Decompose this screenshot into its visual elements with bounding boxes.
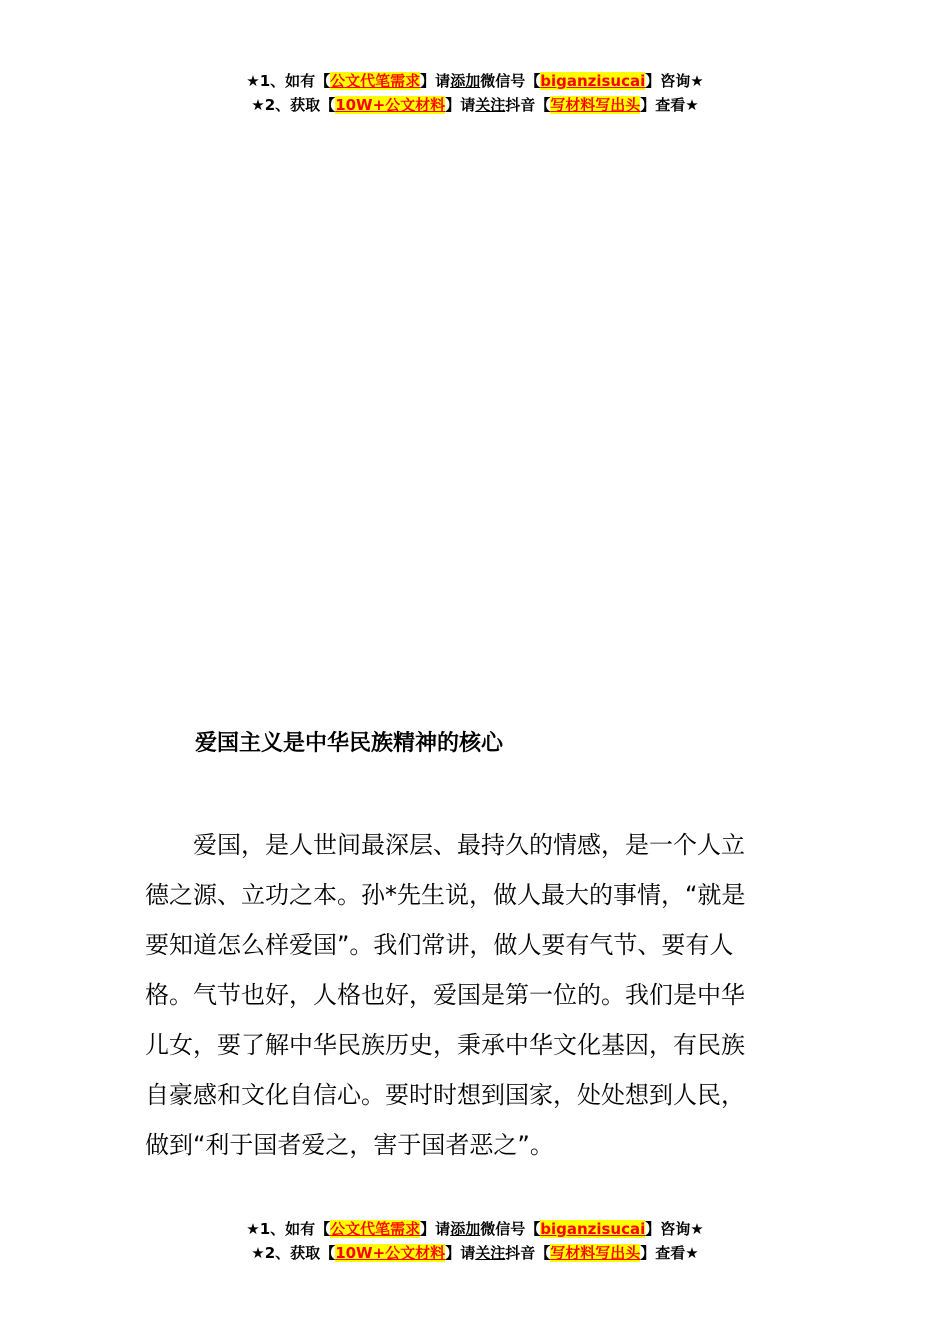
promo-line-1: ★1、如有【公文代笔需求】请添加微信号【biganzisucai】咨询★ — [246, 72, 704, 90]
promo-line-2: ★2、获取【10W+公文材料】请关注抖音【写材料写出头】查看★ — [251, 96, 699, 114]
paragraph-line: 做到“利于国者爱之，害于国者恶之”。 — [145, 1131, 554, 1159]
paragraph-line: 儿女，要了解中华民族历史，秉承中华文化基因，有民族 — [145, 1031, 745, 1059]
paragraph-line: 爱国，是人世间最深层、最持久的情感，是一个人立 — [145, 831, 745, 859]
underlined-add: 添加 — [450, 72, 481, 90]
highlight-douyin-account: 写材料写出头 — [550, 1244, 641, 1262]
document-title: 爱国主义是中华民族精神的核心 — [195, 731, 504, 756]
promo-line-2: ★2、获取【10W+公文材料】请关注抖音【写材料写出头】查看★ — [251, 1244, 699, 1262]
paragraph-line: 德之源、立功之本。孙*先生说，做人最大的事情，“就是 — [145, 881, 746, 909]
promo-banner-bottom — [0, 1217, 950, 1265]
highlight-service: 公文代笔需求 — [330, 1220, 421, 1238]
highlight-douyin-account: 写材料写出头 — [550, 96, 641, 114]
highlight-materials: 10W+公文材料 — [335, 1244, 446, 1262]
document-paragraph — [145, 820, 815, 1170]
paragraph-line: 自豪感和文化自信心。要时时想到国家，处处想到人民， — [145, 1081, 745, 1109]
paragraph-line: 格。气节也好，人格也好，爱国是第一位的。我们是中华 — [145, 981, 745, 1009]
underlined-add: 添加 — [450, 1220, 481, 1238]
promo-banner-top — [0, 69, 950, 117]
highlight-wechat-id: biganzisucai — [540, 72, 646, 90]
highlight-materials: 10W+公文材料 — [335, 96, 446, 114]
highlight-service: 公文代笔需求 — [330, 72, 421, 90]
underlined-follow: 关注 — [475, 96, 506, 114]
promo-line-1: ★1、如有【公文代笔需求】请添加微信号【biganzisucai】咨询★ — [246, 1220, 704, 1238]
underlined-follow: 关注 — [475, 1244, 506, 1262]
paragraph-line: 要知道怎么样爱国”。我们常讲，做人要有气节、要有人 — [145, 931, 734, 959]
highlight-wechat-id: biganzisucai — [540, 1220, 646, 1238]
